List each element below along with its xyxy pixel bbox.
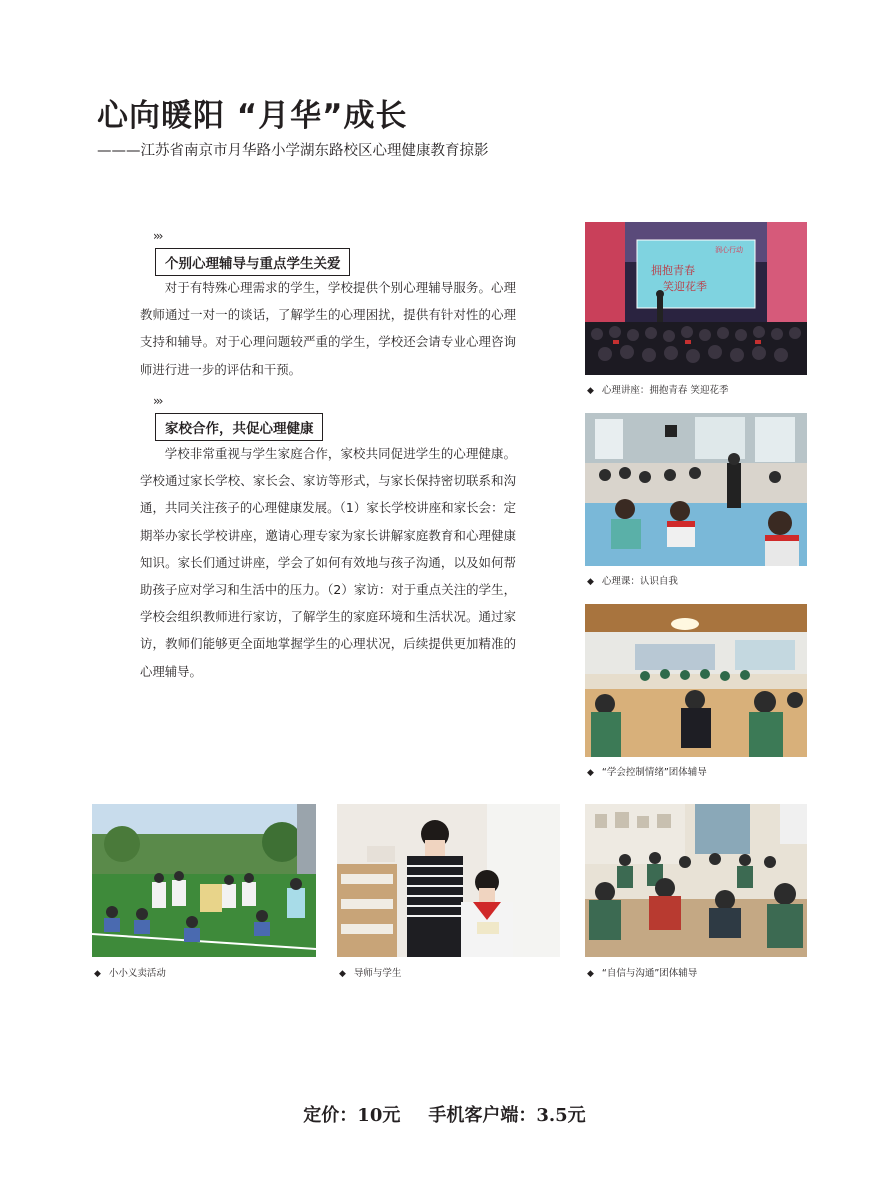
svg-text:拥抱青春: 拥抱青春 — [651, 264, 695, 277]
bullet-icon: ◆ — [587, 969, 594, 979]
bullet-icon: ◆ — [339, 969, 346, 979]
svg-text:笑迎花季: 笑迎花季 — [663, 280, 707, 293]
mentor-photo — [337, 804, 560, 957]
caption-text: “学会控制情绪”团体辅导 — [601, 767, 707, 778]
emotion-caption — [587, 764, 707, 778]
confidence-caption — [587, 965, 697, 979]
mobile-price-label: 手机客户端：3.5元 — [428, 1105, 586, 1126]
bullet-icon: ◆ — [587, 577, 594, 587]
page-title: 心向暖阳 “月华”成长 — [97, 98, 408, 134]
price-label: 定价：10元 — [303, 1105, 401, 1126]
class-photo — [585, 413, 807, 566]
mentor-caption — [339, 965, 401, 979]
caption-text: 导师与学生 — [353, 968, 402, 979]
section-body-counseling — [140, 274, 516, 383]
lecture-caption — [587, 382, 728, 396]
section-heading-home-school: 家校合作，共促心理健康 — [155, 413, 323, 441]
lecture-photo — [585, 222, 807, 375]
caption-text: 心理讲座：拥抱青春 笑迎花季 — [601, 385, 729, 396]
section-marker-icon: ››› — [153, 394, 162, 408]
bullet-icon: ◆ — [94, 969, 101, 979]
caption-text: “自信与沟通”团体辅导 — [601, 968, 698, 979]
page-subtitle: ———江苏省南京市月华路小学湖东路校区心理健康教育掠影 — [97, 143, 489, 159]
svg-text:润心行动: 润心行动 — [715, 246, 743, 254]
confidence-photo — [585, 804, 807, 957]
bullet-icon: ◆ — [587, 768, 594, 778]
sale-photo — [92, 804, 316, 957]
section-heading-counseling: 个别心理辅导与重点学生关爱 — [155, 248, 350, 276]
caption-text: 小小义卖活动 — [108, 968, 166, 979]
paragraph: 对于有特殊心理需求的学生，学校提供个别心理辅导服务。心理教师通过一对一的谈话，了解学生的心理困扰，提供有针对性的心理支持和辅导。对于心理问题较严重的学生，学校还会请专业心理咨询师进行进一步的评估和干预。 — [140, 280, 516, 377]
emotion-photo — [585, 604, 807, 757]
bullet-icon: ◆ — [587, 386, 594, 396]
section-marker-icon: ››› — [153, 229, 162, 243]
section-body-home-school — [140, 440, 516, 685]
price-footer — [0, 1101, 889, 1127]
paragraph: 学校非常重视与学生家庭合作，家校共同促进学生的心理健康。学校通过家长学校、家长会、家访等形式，与家长保持密切联系和沟通，共同关注孩子的心理健康发展。（1）家长学校讲座和家长会：定期举办家长学校讲座，邀请心理专家为家长讲解家庭教育和心理健康知识。家长们通过讲座，学会了如何有效地与孩子沟通，以及如何帮助孩子应对学习和生活中的压力。（2）家访：对于重点关注的学生，学校会组织教师进行家访，了解学生的家庭环境和生活状况。通过家访，教师们能够更全面地掌握学生的心理状况，后续提供更加精准的心理辅导。 — [140, 446, 516, 679]
class-caption — [587, 573, 678, 587]
sale-caption — [94, 965, 166, 979]
caption-text: 心理课：认识自我 — [601, 576, 678, 587]
